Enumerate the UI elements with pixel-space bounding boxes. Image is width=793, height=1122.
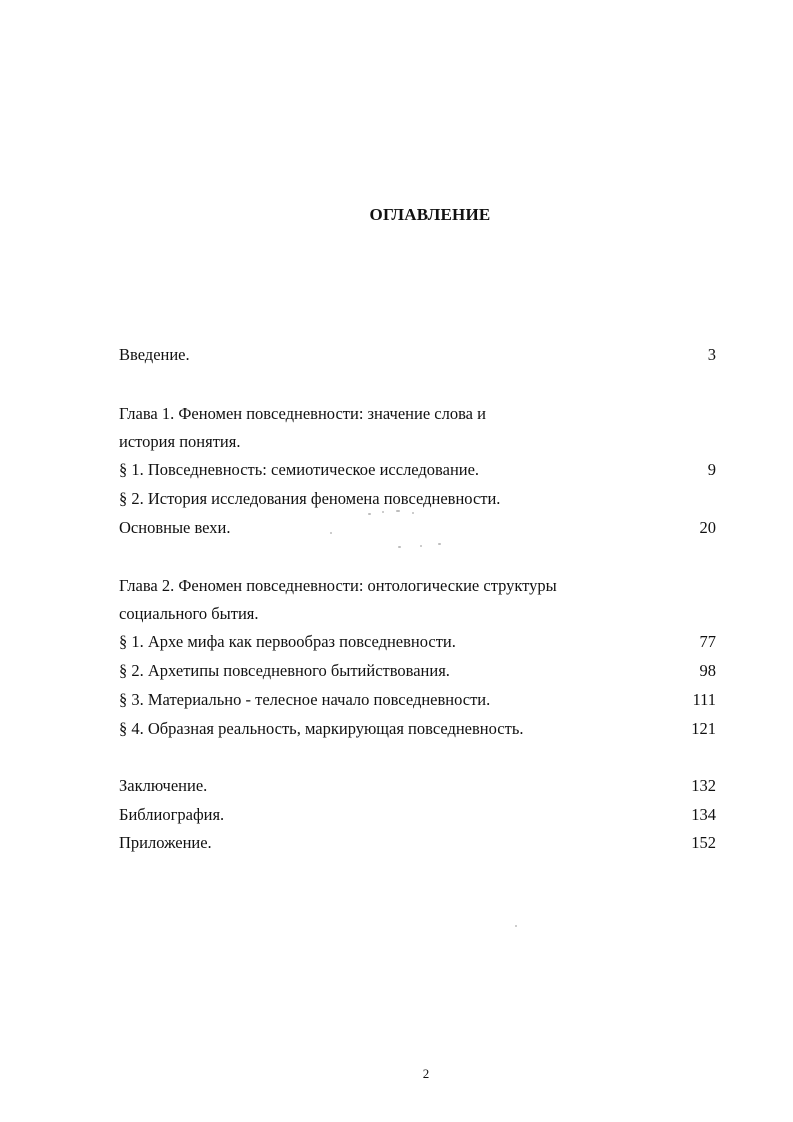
toc-entry-page: 111 <box>692 690 716 709</box>
scan-speck <box>420 545 422 547</box>
toc-entry-section-1-1 <box>119 459 716 481</box>
toc-entry-bibliography <box>119 804 716 826</box>
toc-entry-text: § 1. Архе мифа как первообраз повседневности. <box>119 632 456 651</box>
toc-entry-introduction <box>119 344 716 366</box>
toc-entry-text: Введение. <box>119 345 190 364</box>
toc-entry-conclusion <box>119 775 716 797</box>
scan-speck <box>398 546 401 548</box>
toc-entry-page: 77 <box>699 632 716 651</box>
toc-entry-chapter-2 <box>119 575 716 597</box>
toc-entry-page: 132 <box>691 776 716 795</box>
scan-speck <box>396 510 400 512</box>
toc-entry-appendix <box>119 832 716 854</box>
toc-entry-text: Приложение. <box>119 833 212 852</box>
toc-entry-section-2-4 <box>119 718 716 740</box>
scan-speck <box>368 513 371 515</box>
toc-entry-text: § 2. История исследования феномена повседневности. <box>119 489 501 508</box>
toc-entry-section-2-3 <box>119 689 716 711</box>
scan-speck <box>412 512 414 514</box>
toc-entry-section-1-2-continued <box>119 517 716 539</box>
toc-entry-chapter-1 <box>119 403 716 425</box>
toc-entry-text: Заключение. <box>119 776 208 795</box>
toc-entry-page: 9 <box>707 460 716 479</box>
toc-entry-text: Основные вехи. <box>119 518 231 537</box>
scan-speck <box>330 532 332 534</box>
toc-entry-page: 152 <box>691 833 716 852</box>
scan-speck <box>515 925 517 927</box>
toc-entry-chapter-2-continued <box>119 603 716 625</box>
toc-entry-text: история понятия. <box>119 432 241 451</box>
toc-entry-section-1-2 <box>119 488 716 510</box>
toc-entry-page: 134 <box>691 805 716 824</box>
toc-entry-page: 121 <box>691 719 716 738</box>
toc-entry-text: § 3. Материально - телесное начало повседневности. <box>119 690 491 709</box>
toc-entry-text: Библиография. <box>119 805 225 824</box>
toc-entry-section-2-1 <box>119 631 716 653</box>
toc-entry-chapter-1-continued <box>119 431 716 453</box>
toc-entry-text: Глава 2. Феномен повседневности: онтологические структуры <box>119 576 557 595</box>
toc-entry-text: социального бытия. <box>119 604 259 623</box>
scan-speck <box>438 543 441 545</box>
scan-speck <box>382 511 384 513</box>
toc-entry-text: § 2. Архетипы повседневного бытийствования. <box>119 661 450 680</box>
toc-title: ОГЛАВЛЕНИЕ <box>369 205 491 224</box>
toc-entry-text: § 4. Образная реальность, маркирующая повседневность. <box>119 719 524 738</box>
toc-entry-page: 98 <box>699 661 716 680</box>
page-number: 2 <box>422 1066 430 1081</box>
toc-entry-text: § 1. Повседневность: семиотическое исследование. <box>119 460 480 479</box>
toc-entry-page: 20 <box>699 518 716 537</box>
toc-entry-page: 3 <box>707 345 716 364</box>
toc-entry-text: Глава 1. Феномен повседневности: значение слова и <box>119 404 486 423</box>
toc-entry-section-2-2 <box>119 660 716 682</box>
